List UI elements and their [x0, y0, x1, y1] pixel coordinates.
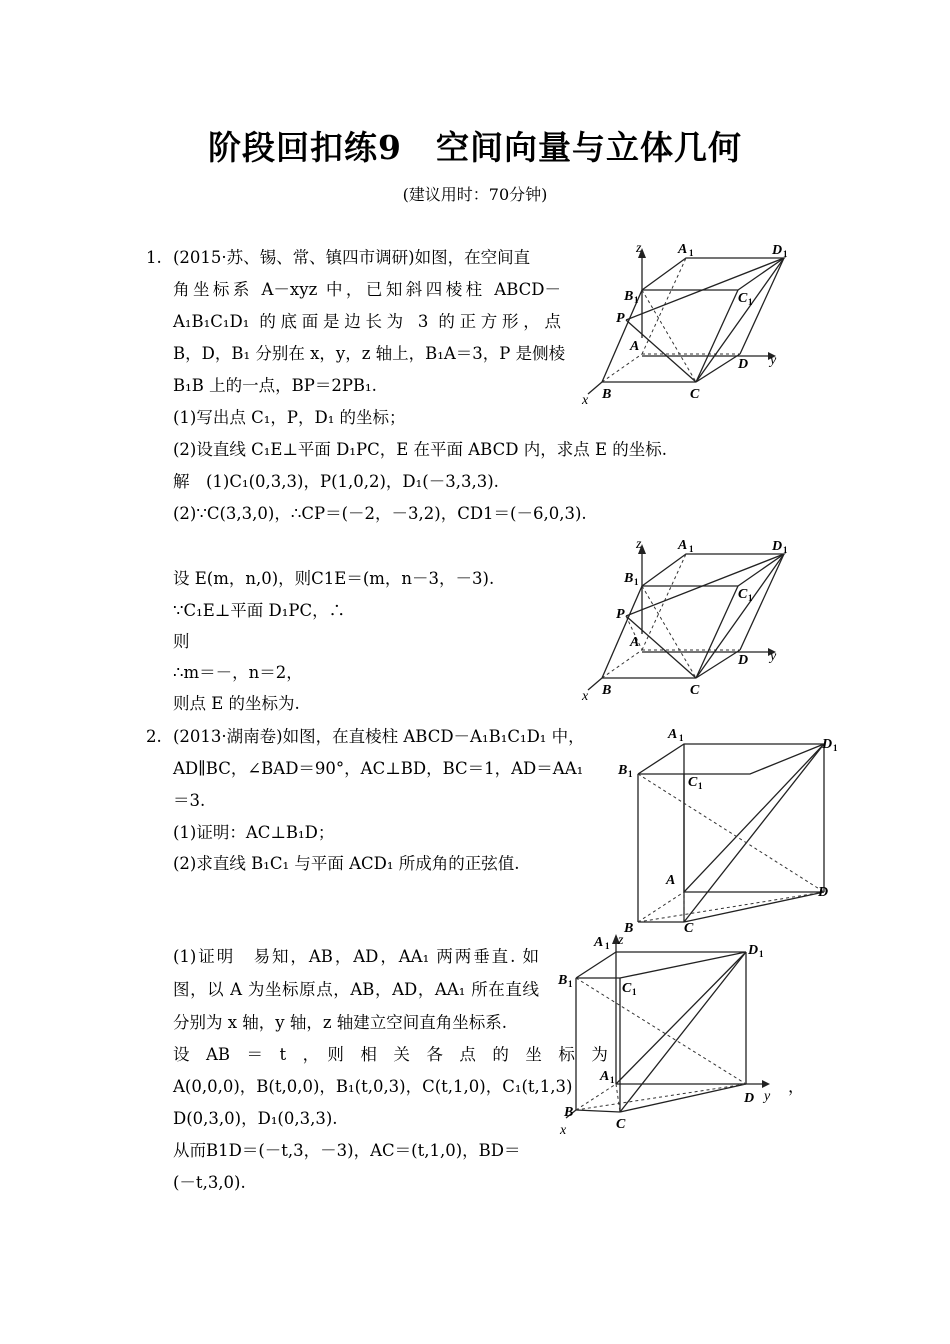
x-axis — [588, 678, 602, 690]
figure-oblique-prism-1 — [578, 238, 798, 408]
label-c1: C — [688, 775, 698, 790]
p2-line-11: D(0,3,0)，D₁(0,3,3). — [173, 1109, 338, 1128]
label-c1: C — [622, 981, 632, 996]
line-bd — [638, 892, 824, 922]
p2-line-7: 图，以 A 为坐标原点，AB，AD，AA₁ 所在直线 — [173, 980, 539, 999]
label-d1: D — [772, 243, 783, 258]
label-z: z — [636, 537, 642, 552]
p1-line-5: B₁B 上的一点，BP＝2PB₁. — [173, 376, 377, 395]
label-c: C — [690, 683, 700, 698]
p1-line-11: ∵C₁E⊥平面 D₁PC，∴ — [173, 601, 346, 620]
label-a1: A — [678, 538, 688, 553]
edge-cd — [684, 892, 824, 922]
label-b: B — [602, 387, 612, 402]
p2-line-5: (2)求直线 B₁C₁ 与平面 ACD₁ 所成角的正弦值. — [173, 854, 520, 873]
label-d: D — [738, 357, 749, 372]
figure-right-prism-axes — [558, 932, 778, 1142]
edge-ba — [576, 1084, 616, 1110]
p2-line-4: (1)证明：AC⊥B₁D； — [173, 823, 335, 842]
label-a1-sub: 1 — [689, 544, 694, 554]
p1-line-4: B，D，B₁ 分别在 x，y，z 轴上，B₁A＝3，P 是侧棱 — [173, 344, 566, 363]
p1-line-1: (2015·苏、锡、常、镇四市调研)如图，在空间直 — [173, 248, 531, 267]
label-y: y — [770, 649, 777, 664]
figure-right-prism — [614, 722, 844, 937]
label-a: A — [630, 339, 640, 354]
label-b1: B — [618, 763, 628, 778]
label-c: C — [690, 387, 700, 402]
label-d: D — [738, 653, 749, 668]
line-cd1 — [684, 744, 824, 922]
label-d1: D — [748, 943, 759, 958]
p2-line-8: 分别为 x 轴，y 轴，z 轴建立空间直角坐标系. — [173, 1013, 508, 1032]
trailing-comma: ， — [788, 1077, 805, 1096]
p1-line-6: (1)写出点 C₁，P，D₁ 的坐标； — [173, 408, 406, 427]
label-a1-sub: 1 — [689, 248, 694, 258]
label-d1-sub: 1 — [783, 249, 788, 259]
label-a1-sub: 1 — [679, 733, 684, 743]
p1-line-13: ∴m＝－，n＝2， — [173, 663, 303, 682]
problem-2-number: 2. — [146, 727, 162, 746]
x-axis — [588, 382, 602, 394]
page-title: 阶段回扣练9 空间向量与立体几何 — [208, 128, 742, 167]
label-c1-sub: 1 — [632, 987, 637, 997]
label-b1-sub: 1 — [634, 295, 639, 305]
p2-line-13: (－t,3,0). — [173, 1173, 246, 1192]
line-ad1 — [616, 952, 746, 1084]
label-a: A — [630, 635, 640, 650]
figure-oblique-prism-2 — [578, 534, 798, 704]
label-b: B — [564, 1105, 574, 1120]
edge-bc — [576, 1110, 620, 1112]
label-b1-sub: 1 — [628, 769, 633, 779]
label-x: x — [582, 689, 589, 704]
p1-line-10: 设 E(m，n,0)，则C1E＝(m，n－3，－3). — [173, 569, 495, 588]
label-a1-sub: 1 — [605, 941, 610, 951]
p1-line-12: 则 — [173, 632, 190, 651]
label-d1: D — [822, 737, 833, 752]
p1-line-3: A₁B₁C₁D₁ 的底面是边长为 3 的正方形，点 — [173, 312, 561, 331]
problem-1-number: 1. — [146, 248, 162, 267]
label-p: P — [616, 311, 625, 326]
label-a-sub: 1 — [610, 1075, 615, 1085]
label-x: x — [582, 393, 589, 408]
label-c: C — [616, 1117, 626, 1132]
line-ad1 — [684, 744, 824, 892]
label-y: y — [764, 1089, 771, 1104]
page-subtitle: (建议用时：70分钟) — [402, 185, 548, 204]
label-d: D — [818, 885, 829, 900]
p2-line-10: A(0,0,0)，B(t,0,0)，B₁(t,0,3)，C(t,1,0)，C₁(t,1,3) — [173, 1077, 573, 1096]
p2-line-9: 设 AB ＝ t ， 则 相 关 各 点 的 坐 标 为 — [173, 1045, 608, 1064]
y-axis-arrow — [762, 1080, 770, 1088]
label-b1: B — [558, 973, 568, 988]
label-c1: C — [738, 291, 748, 306]
label-d1-sub: 1 — [833, 743, 838, 753]
p1-line-2: 角坐标系 A－xyz 中，已知斜四棱柱 ABCD－ — [173, 280, 561, 299]
label-z: z — [636, 241, 642, 256]
label-b1-sub: 1 — [634, 577, 639, 587]
label-a: A — [600, 1069, 610, 1084]
top-face — [576, 952, 746, 978]
p2-line-3: ＝3. — [173, 791, 206, 810]
label-b1: B — [624, 571, 634, 586]
label-a: A — [666, 873, 676, 888]
edge-ba — [638, 892, 684, 922]
label-c1: C — [738, 587, 748, 602]
label-c1-sub: 1 — [748, 297, 753, 307]
label-a1: A — [668, 727, 678, 742]
label-b1-sub: 1 — [568, 979, 573, 989]
label-c: C — [684, 921, 694, 936]
label-d: D — [744, 1091, 755, 1106]
label-d1-sub: 1 — [759, 949, 764, 959]
p1-line-14: 则点 E 的坐标为. — [173, 694, 300, 713]
line-bd — [576, 1084, 746, 1110]
label-a1: A — [678, 242, 688, 257]
label-c1-sub: 1 — [748, 593, 753, 603]
p1-line-9: (2)∵C(3,3,0)，∴CP＝(－2，－3,2)，CD1＝(－6,0,3). — [173, 504, 587, 523]
p2-line-1: (2013·湖南卷)如图，在直棱柱 ABCD－A₁B₁C₁D₁ 中， — [173, 727, 585, 746]
label-p: P — [616, 607, 625, 622]
top-face — [638, 744, 824, 774]
label-x: x — [560, 1123, 567, 1138]
p1-line-7: (2)设直线 C₁E⊥平面 D₁PC，E 在平面 ABCD 内，求点 E 的坐标. — [173, 440, 667, 459]
label-z: z — [618, 933, 624, 948]
p2-line-6: (1)证明 易知，AB，AD，AA₁ 两两垂直. 如 — [173, 947, 539, 966]
label-d1: D — [772, 539, 783, 554]
p2-line-2: AD∥BC，∠BAD＝90°，AC⊥BD，BC＝1，AD＝AA₁ — [173, 759, 584, 778]
label-b1: B — [624, 289, 634, 304]
label-c1-sub: 1 — [698, 781, 703, 791]
p2-line-12: 从而B1D＝(－t,3，－3)，AC＝(t,1,0)，BD＝ — [173, 1141, 521, 1160]
label-y: y — [770, 353, 777, 368]
label-b: B — [624, 921, 634, 936]
label-b: B — [602, 683, 612, 698]
p1-line-8: 解 (1)C₁(0,3,3)，P(1,0,2)，D₁(－3,3,3). — [173, 472, 499, 491]
label-a1: A — [594, 935, 604, 950]
label-d1-sub: 1 — [783, 545, 788, 555]
